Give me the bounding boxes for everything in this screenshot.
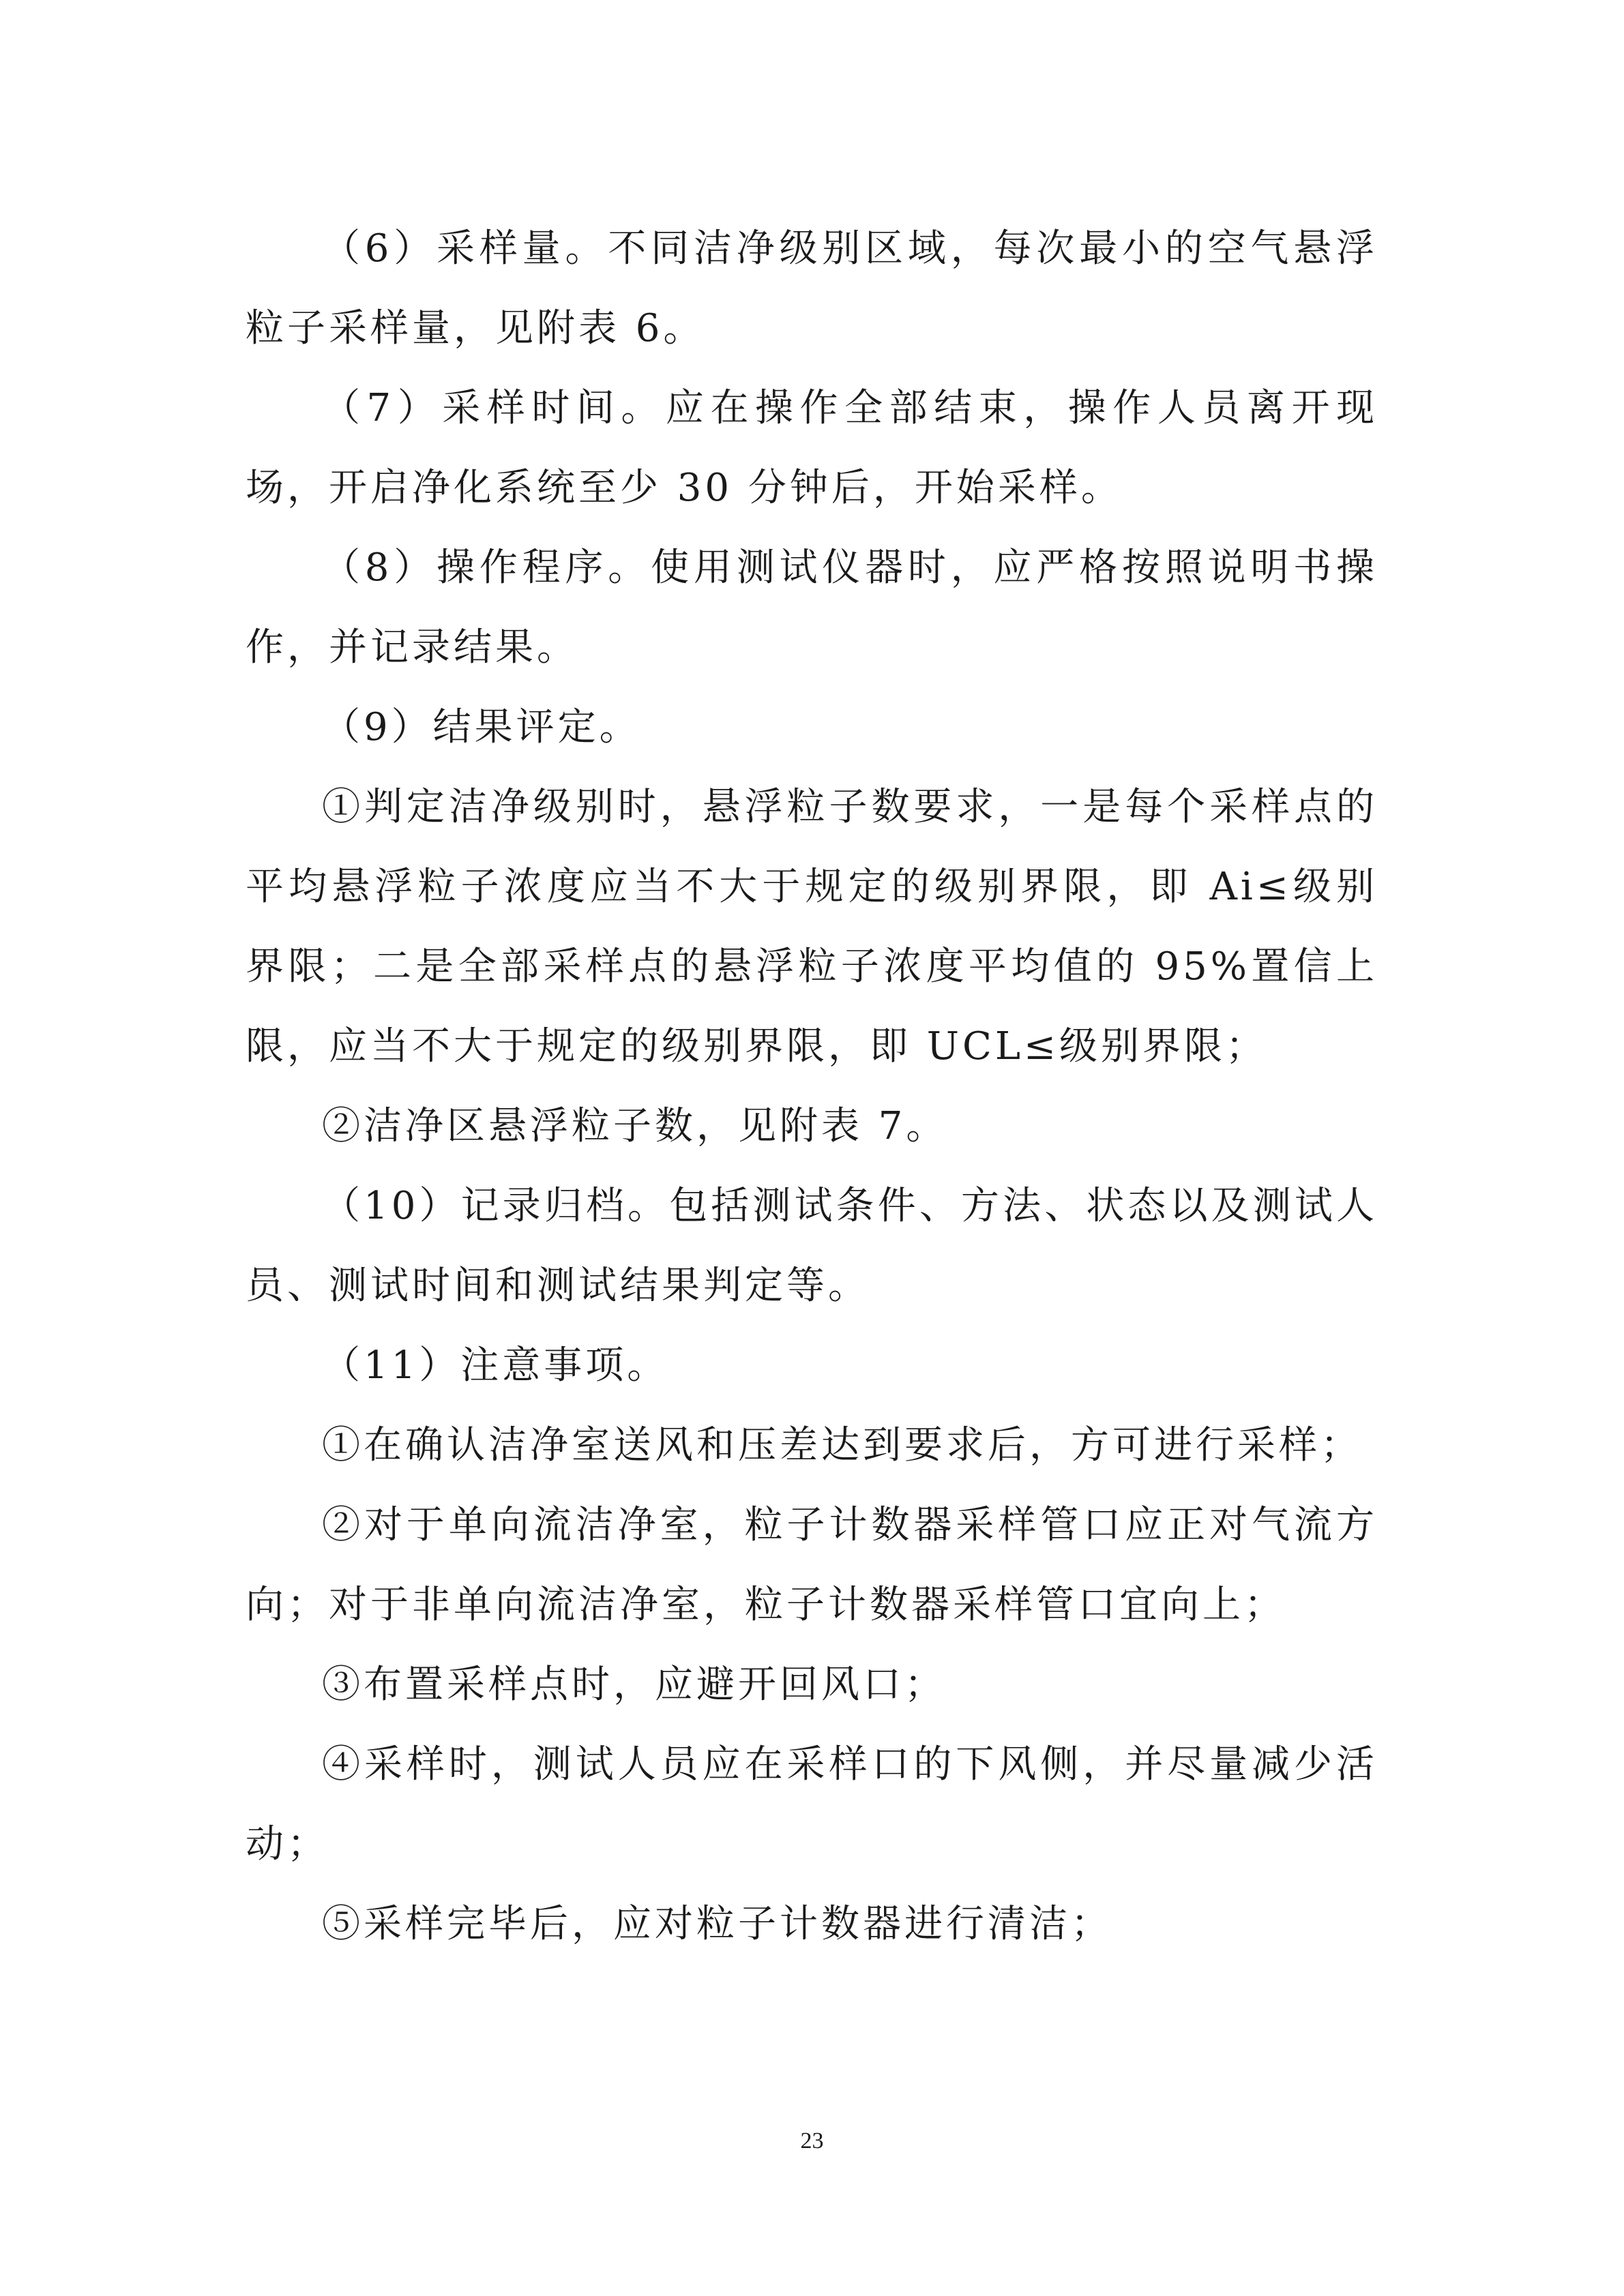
paragraph-precaution-item-1: ①在确认洁净室送风和压差达到要求后，方可进行采样； [322, 1423, 1362, 1467]
body-text [246, 209, 1378, 1964]
paragraph-evaluation-item-1: ①判定洁净级别时，悬浮粒子数要求，一是每个采样点的平均悬浮粒子浓度应当不大于规定的级别界限，即 Ai≤级别界限；二是全部采样点的悬浮粒子浓度平均值的 95%置信上限，应当不大于规定的级别界限，即 UCL≤级别界限； [246, 785, 1378, 1069]
paragraph-evaluation-item-2: ②洁净区悬浮粒子数，见附表 7。 [322, 1104, 948, 1148]
paragraph-sampling-volume: （6）采样量。不同洁净级别区域，每次最小的空气悬浮粒子采样量，见附表 6。 [246, 226, 1378, 351]
paragraph-precaution-item-2: ②对于单向流洁净室，粒子计数器采样管口应正对气流方向；对于非单向流洁净室，粒子计数器采样管口宜向上； [246, 1503, 1378, 1627]
paragraph-result-evaluation: （9）结果评定。 [322, 705, 641, 749]
paragraph-sampling-time: （7）采样时间。应在操作全部结束，操作人员离开现场，开启净化系统至少 30 分钟后，开始采样。 [246, 386, 1378, 510]
paragraph-precautions: （11）注意事项。 [322, 1343, 669, 1388]
paragraph-precaution-item-4: ④采样时，测试人员应在采样口的下风侧，并尽量减少活动； [246, 1742, 1378, 1866]
paragraph-precaution-item-5: ⑤采样完毕后，应对粒子计数器进行清洁； [322, 1902, 1112, 1946]
paragraph-record-archiving: （10）记录归档。包括测试条件、方法、状态以及测试人员、测试时间和测试结果判定等。 [246, 1184, 1378, 1308]
paragraph-operating-procedure: （8）操作程序。使用测试仪器时，应严格按照说明书操作，并记录结果。 [246, 546, 1378, 670]
paragraph-precaution-item-3: ③布置采样点时，应避开回风口； [322, 1663, 946, 1707]
page-number: 23 [800, 2128, 824, 2153]
